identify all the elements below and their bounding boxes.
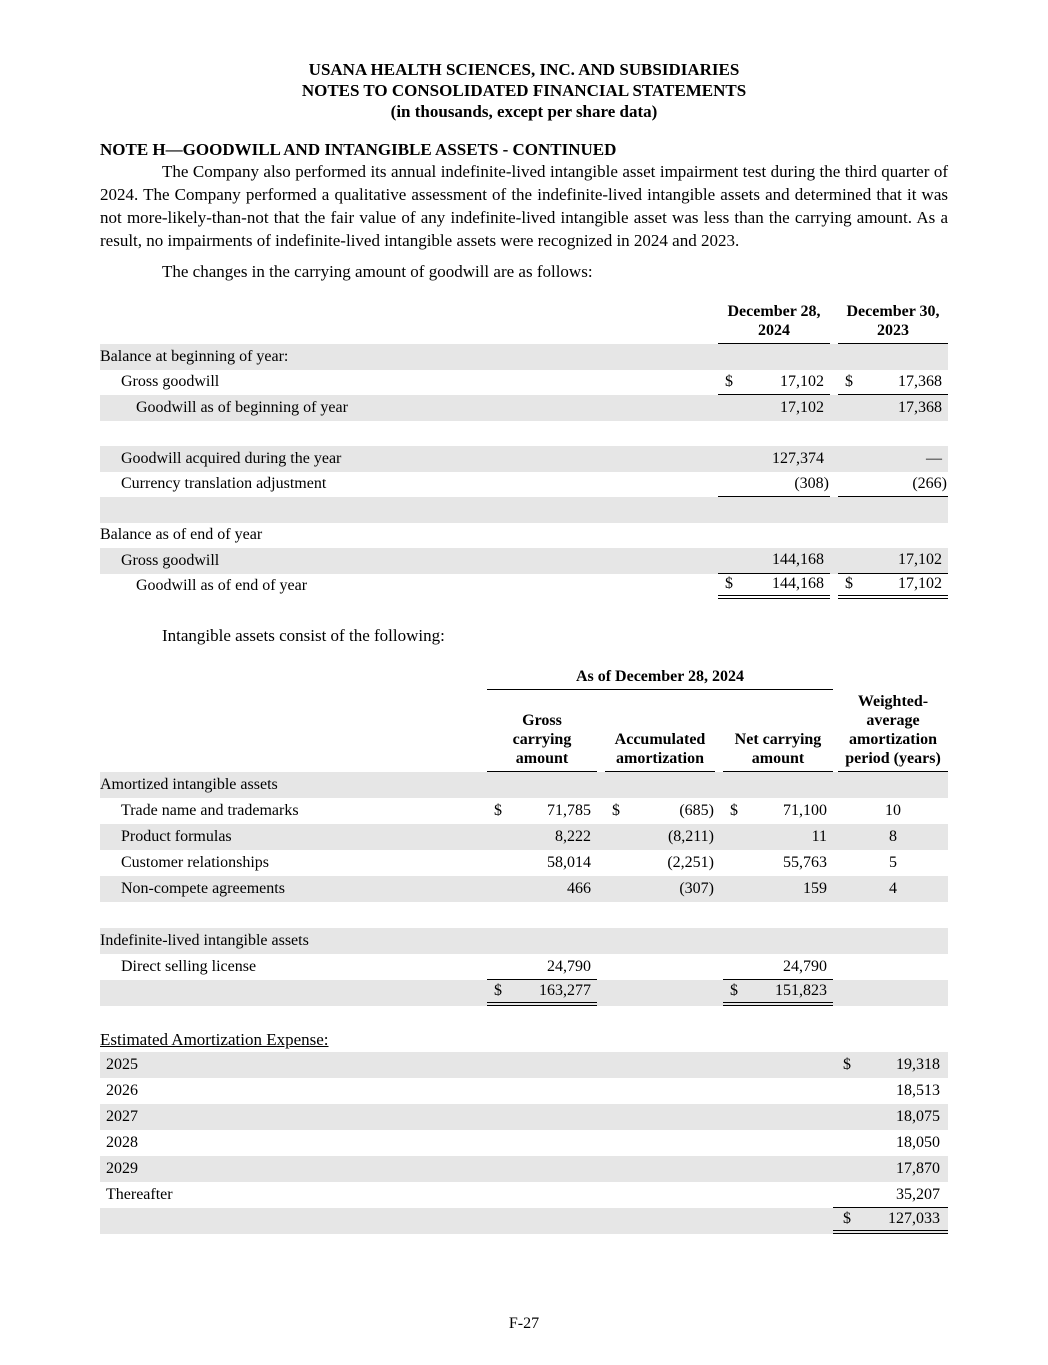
- row-label: 2025: [106, 1056, 138, 1073]
- amount-value: 17,102: [780, 372, 824, 390]
- amount-value: 18,075: [896, 1108, 940, 1125]
- statement-title: NOTES TO CONSOLIDATED FINANCIAL STATEMENTS: [301, 81, 747, 100]
- goodwill-table-header: [100, 302, 948, 344]
- amount-cell: [487, 798, 597, 824]
- column-header-gross: Gross carrying amount: [487, 711, 597, 772]
- amount-cell: [718, 370, 830, 396]
- table-row: [100, 1052, 948, 1078]
- amortization-heading: Estimated Amortization Expense:: [100, 1030, 329, 1049]
- table-row: [100, 928, 948, 954]
- amount-value: (2,251): [667, 854, 714, 871]
- period-value: 5: [889, 854, 897, 871]
- row-label: Goodwill acquired during the year: [121, 449, 342, 467]
- table-row: [100, 1130, 948, 1156]
- amount-cell: [723, 850, 833, 876]
- table-row: [100, 574, 948, 600]
- row-label: Goodwill as of beginning of year: [136, 398, 348, 416]
- row-label: 2027: [106, 1108, 138, 1125]
- amount-value: 466: [567, 880, 591, 897]
- column-header-period: Weighted-average amortization period (years): [838, 692, 948, 772]
- amount-value: 71,100: [783, 802, 827, 819]
- row-label: 2029: [106, 1160, 138, 1177]
- amount-cell: [605, 876, 715, 902]
- dollar-sign: $: [725, 575, 733, 593]
- amount-value: 17,102: [898, 551, 942, 569]
- amount-cell: [718, 446, 830, 472]
- amount-cell: [833, 1156, 948, 1182]
- amount-cell: [838, 446, 948, 472]
- amount-cell: [838, 472, 948, 498]
- row-label: Product formulas: [121, 828, 232, 845]
- amount-cell: [605, 850, 715, 876]
- amount-value: 144,168: [772, 575, 824, 593]
- amount-value: 127,033: [888, 1210, 940, 1227]
- intangibles-table-header: [100, 692, 948, 772]
- company-name: USANA HEALTH SCIENCES, INC. AND SUBSIDIARIES: [308, 60, 740, 79]
- row-label: Balance as of end of year: [100, 526, 263, 544]
- column-header-accumulated: Accumulated amortization: [605, 730, 715, 772]
- amount-cell: [833, 1052, 948, 1078]
- amortization-section: [100, 1030, 948, 1234]
- amount-value: 18,050: [896, 1134, 940, 1151]
- amount-value: 17,368: [898, 398, 942, 416]
- amount-cell: [605, 824, 715, 850]
- column-header-net: Net carrying amount: [723, 730, 833, 772]
- amount-value: (266): [912, 474, 947, 492]
- table-row: [100, 1078, 948, 1104]
- dollar-sign: $: [843, 1210, 851, 1227]
- span-header: As of December 28, 2024: [487, 668, 833, 690]
- table-row: [100, 1156, 948, 1182]
- amount-cell: [833, 1182, 948, 1208]
- amount-cell: [487, 954, 597, 980]
- table-row: [100, 548, 948, 574]
- amount-value: 24,790: [547, 957, 591, 975]
- dollar-sign: $: [725, 372, 733, 390]
- row-label: Customer relationships: [121, 854, 269, 871]
- amount-value: 18,513: [896, 1082, 940, 1099]
- dollar-sign: $: [845, 372, 853, 390]
- table-row: [100, 370, 948, 396]
- table-row: [100, 850, 948, 876]
- row-label: 2028: [106, 1134, 138, 1151]
- spacer-row: [100, 902, 948, 928]
- row-label: Trade name and trademarks: [121, 802, 299, 819]
- amount-value: (685): [679, 802, 714, 819]
- row-label: Currency translation adjustment: [121, 475, 327, 493]
- amount-value: 19,318: [896, 1056, 940, 1073]
- amount-value: 24,790: [783, 957, 827, 975]
- amount-value: 151,823: [775, 982, 827, 999]
- amount-value: 35,207: [896, 1185, 940, 1203]
- dollar-sign: $: [845, 575, 853, 593]
- table-row: [100, 344, 948, 370]
- dollar-sign: $: [494, 982, 502, 999]
- amount-cell: [723, 798, 833, 824]
- amount-value: (308): [794, 474, 829, 492]
- amount-cell: [718, 548, 830, 574]
- amount-value: 159: [803, 880, 827, 897]
- row-label: Gross goodwill: [121, 551, 220, 569]
- table-row: [100, 472, 948, 498]
- dollar-sign: $: [843, 1056, 851, 1073]
- table-row: [100, 798, 948, 824]
- amount-value: 17,102: [898, 575, 942, 593]
- column-header-2023: December 30, 2023: [838, 302, 948, 344]
- table-row: [100, 876, 948, 902]
- row-label: Direct selling license: [121, 958, 257, 975]
- amount-value: 127,374: [772, 449, 824, 467]
- page-number: F-27: [508, 1315, 540, 1332]
- amount-value: 17,870: [896, 1160, 940, 1177]
- row-label: Non-compete agreements: [121, 880, 285, 897]
- amount-cell: [833, 1078, 948, 1104]
- amount-value: 17,368: [898, 372, 942, 390]
- row-label: Balance at beginning of year:: [100, 347, 289, 365]
- total-row: [100, 1208, 948, 1234]
- document-header: [100, 59, 948, 122]
- amount-cell: [718, 574, 830, 600]
- row-label: Amortized intangible assets: [100, 776, 278, 793]
- amount-value: 8,222: [555, 828, 591, 845]
- amount-cell: [838, 370, 948, 396]
- period-value: 4: [889, 880, 897, 897]
- dollar-sign: $: [494, 802, 502, 819]
- amount-cell: [723, 954, 833, 980]
- amount-value: (307): [679, 880, 714, 897]
- note-heading: NOTE H—GOODWILL AND INTANGIBLE ASSETS - CONTINUED: [100, 140, 617, 159]
- amount-cell: [838, 574, 948, 600]
- intangibles-table: [100, 668, 948, 1006]
- row-label: 2026: [106, 1082, 138, 1099]
- amount-value: 144,168: [772, 551, 824, 569]
- row-label: Thereafter: [106, 1186, 173, 1203]
- span-header-row: [100, 668, 948, 690]
- total-row: [100, 980, 948, 1006]
- spacer-row: [100, 421, 948, 447]
- amount-cell: [487, 980, 597, 1006]
- table-row: [100, 1104, 948, 1130]
- note-paragraph: The Company also performed its annual indefinite-lived intangible asset impairment test during the third quarter of 2024. The Company performed a qualitative assessment of the indefinite-lived intangible assets and determined that it was not more-likely-than-not that the fair value of any indefinite-lived intangible asset was less than the carrying amount. As a result, no impairments of indefinite-lived intangible assets were recognized in 2024 and 2023.: [100, 162, 948, 250]
- dollar-sign: $: [730, 802, 738, 819]
- column-header-2024: December 28, 2024: [718, 302, 830, 344]
- amount-value: 11: [811, 828, 827, 845]
- amount-cell: [605, 798, 715, 824]
- period-value: 8: [889, 828, 897, 845]
- spacer-row: [100, 497, 948, 523]
- row-label: Goodwill as of end of year: [136, 577, 308, 595]
- amount-cell: [723, 824, 833, 850]
- amount-cell: [487, 876, 597, 902]
- table-row: [100, 772, 948, 798]
- amount-value: 55,763: [783, 854, 827, 871]
- amount-value: 17,102: [780, 398, 824, 416]
- dollar-sign: $: [730, 982, 738, 999]
- row-label: Indefinite-lived intangible assets: [100, 932, 309, 949]
- table-row: [100, 1182, 948, 1208]
- amount-cell: [833, 1104, 948, 1130]
- amount-cell: [718, 472, 830, 498]
- amount-value: 163,277: [539, 982, 591, 999]
- table-row: [100, 824, 948, 850]
- units-note: (in thousands, except per share data): [390, 102, 658, 121]
- amount-cell: [833, 1130, 948, 1156]
- amount-cell: [723, 876, 833, 902]
- period-value: 10: [885, 802, 901, 819]
- goodwill-table: [100, 302, 948, 599]
- amount-cell: [723, 980, 833, 1006]
- amount-value: 71,785: [547, 802, 591, 819]
- amount-cell: [487, 824, 597, 850]
- table-row: [100, 954, 948, 980]
- amount-cell: [718, 395, 830, 421]
- amount-value: 58,014: [547, 854, 591, 871]
- amount-cell: [833, 1208, 948, 1234]
- dollar-sign: $: [612, 802, 620, 819]
- table-row: [100, 523, 948, 549]
- amount-value: —: [926, 449, 942, 467]
- amount-cell: [838, 395, 948, 421]
- table-row: [100, 446, 948, 472]
- intangibles-intro: Intangible assets consist of the following:: [162, 626, 445, 645]
- amount-value: (8,211): [667, 828, 714, 845]
- amount-cell: [838, 548, 948, 574]
- row-label: Gross goodwill: [121, 373, 220, 391]
- goodwill-intro: The changes in the carrying amount of goodwill are as follows:: [162, 262, 593, 281]
- amount-cell: [487, 850, 597, 876]
- table-row: [100, 395, 948, 421]
